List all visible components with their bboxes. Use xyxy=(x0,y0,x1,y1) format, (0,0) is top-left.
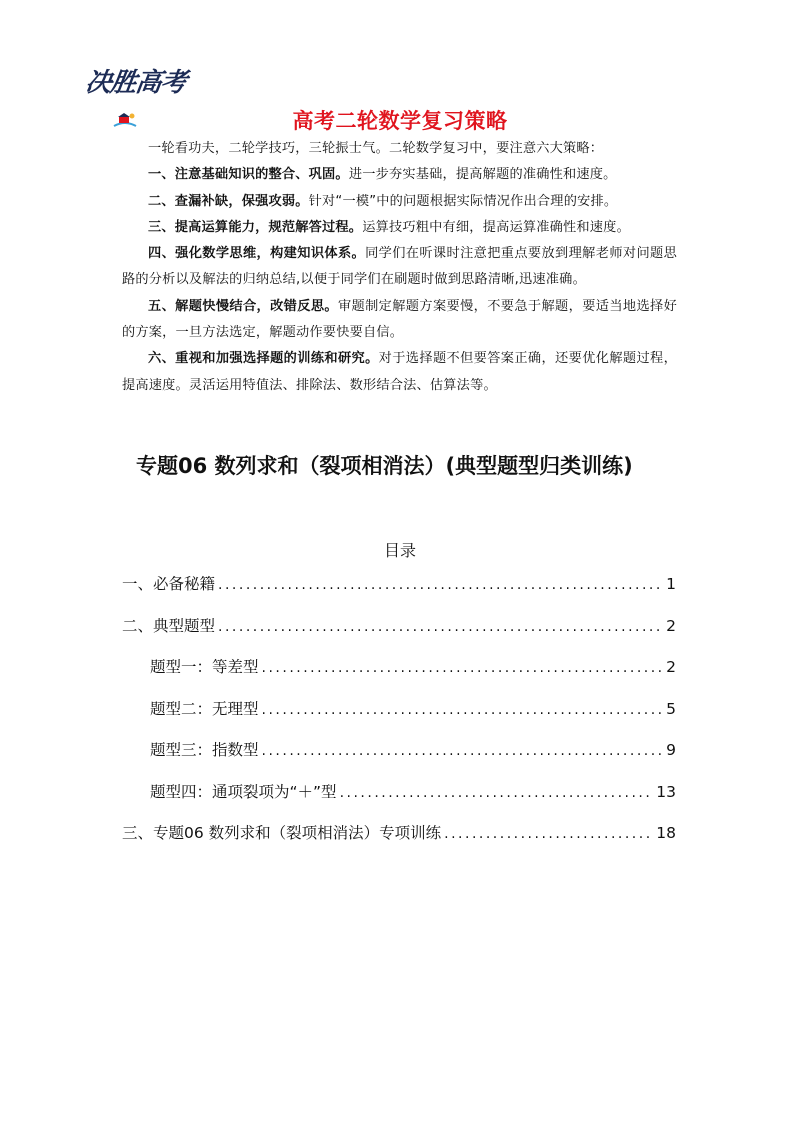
strategy-item xyxy=(122,215,677,241)
strategy-item xyxy=(122,346,677,399)
toc-leader-dots xyxy=(218,619,663,635)
toc-entry[interactable] xyxy=(122,738,676,780)
strategy-item xyxy=(122,294,677,347)
toc-entry-label: 题型一：等差型 xyxy=(150,658,259,676)
toc-entry-page: 5 xyxy=(666,699,676,718)
toc-entry[interactable] xyxy=(122,655,676,697)
strategy-item xyxy=(122,189,677,215)
toc-title: 目录 xyxy=(383,541,416,560)
table-of-contents xyxy=(122,572,676,863)
toc-entry-page: 18 xyxy=(656,824,676,842)
logo-text: 决胜高考 xyxy=(83,68,188,98)
toc-entry[interactable] xyxy=(122,821,676,863)
strategy-item-heading: 四、强化数学思维，构建知识体系。 xyxy=(148,246,366,262)
toc-entry-page: 13 xyxy=(656,782,676,801)
strategy-item-heading: 一、注意基础知识的整合、巩固。 xyxy=(148,167,349,183)
strategy-intro: 一轮看功夫，二轮学技巧，三轮振士气。二轮数学复习中，要注意六大策略： xyxy=(148,141,604,156)
toc-entry-label: 二、典型题型 xyxy=(122,616,216,635)
toc-leader-dots xyxy=(262,743,664,759)
toc-entry[interactable] xyxy=(122,572,676,614)
toc-leader-dots xyxy=(444,826,653,842)
toc-entry-label: 题型三：指数型 xyxy=(150,741,259,759)
toc-leader-dots xyxy=(340,785,654,801)
strategy-item-text: 同学们在听课时注意把重点要放到理解老师对问题思路的分析以及解法的归纳总结,以便于同学们在刷题时做到思路清晰,迅速准确。 xyxy=(122,246,677,288)
toc-leader-dots xyxy=(262,660,664,676)
strategy-item-text: 运算技巧粗中有细，提高运算准确性和速度。 xyxy=(362,219,630,235)
strategy-item-heading: 五、解题快慢结合，改错反思。 xyxy=(148,298,338,314)
toc-entry[interactable] xyxy=(122,614,676,656)
toc-entry-label: 一、必备秘籍 xyxy=(122,575,216,593)
toc-entry-page: 9 xyxy=(666,741,676,759)
strategy-title: 高考二轮数学复习策略 xyxy=(292,109,508,133)
toc-entry-label: 题型二：无理型 xyxy=(150,699,259,718)
toc-entry-page: 2 xyxy=(666,616,676,635)
toc-entry[interactable] xyxy=(122,780,676,822)
toc-leader-dots xyxy=(262,702,664,718)
strategy-item xyxy=(122,241,677,294)
strategy-item-text: 针对“一模”中的问题根据实际情况作出合理的安排。 xyxy=(308,193,618,209)
toc-entry-page: 2 xyxy=(666,658,676,676)
toc-entry-label: 三、专题06 数列求和（裂项相消法）专项训练 xyxy=(122,824,442,842)
strategy-item xyxy=(122,162,677,188)
strategy-section xyxy=(122,136,677,399)
strategy-item-text: 对于选择题不但要答案正确，还要优化解题过程，提高速度。灵活运用特值法、排除法、数形结合法、估算法等。 xyxy=(122,351,677,393)
strategy-item-text: 进一步夯实基础，提高解题的准确性和速度。 xyxy=(348,167,617,183)
topic-title: 专题06 数列求和（裂项相消法）(典型题型归类训练) xyxy=(136,454,633,478)
strategy-item-heading: 三、提高运算能力，规范解答过程。 xyxy=(148,219,363,235)
toc-entry-label: 题型四：通项裂项为“＋”型 xyxy=(150,782,337,801)
strategy-item-heading: 二、查漏补缺，保强攻弱。 xyxy=(148,193,309,209)
toc-leader-dots xyxy=(218,577,663,593)
strategy-item-text: 审题制定解题方案要慢，不要急于解题，要适当地选择好的方案，一旦方法选定，解题动作要快要自信。 xyxy=(122,298,677,341)
toc-entry-page: 1 xyxy=(666,575,676,593)
strategy-item-heading: 六、重视和加强选择题的训练和研究。 xyxy=(148,351,379,367)
toc-entry[interactable] xyxy=(122,697,676,739)
